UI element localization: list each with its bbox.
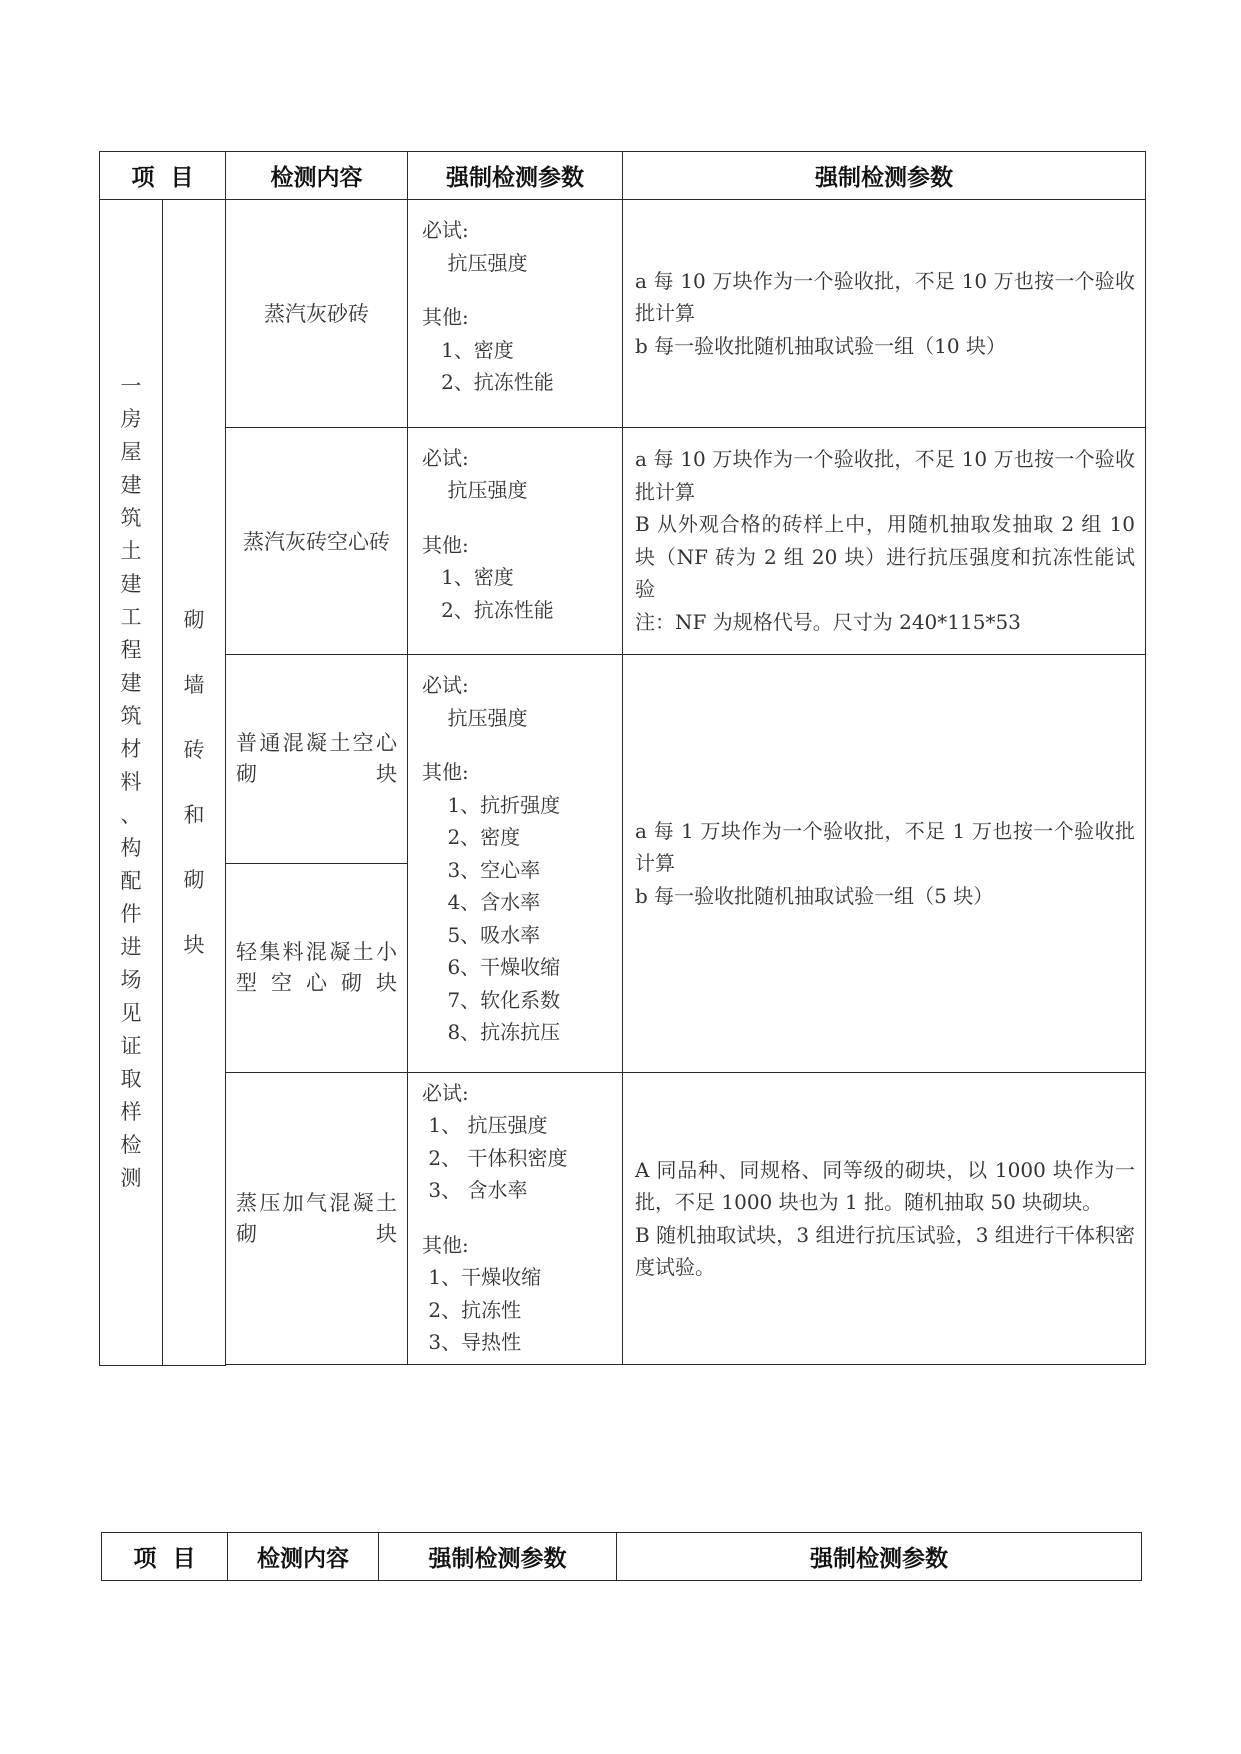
materials-testing-table xyxy=(99,151,1146,1366)
header-content: 检测内容 xyxy=(228,1533,379,1581)
table-header-row xyxy=(100,152,1146,200)
vertical-char: 建 xyxy=(120,671,142,696)
param-line: 5、吸水率 xyxy=(422,922,541,947)
vertical-char: 检 xyxy=(120,1133,142,1158)
vertical-char: 配 xyxy=(120,869,142,894)
param-line: 1、密度 xyxy=(422,565,514,590)
content-cell xyxy=(226,1072,408,1365)
param-line: 2、抗冻性能 xyxy=(422,597,554,622)
content-cell: 蒸汽灰砂砖 xyxy=(226,200,408,427)
param-line: 3、 含水率 xyxy=(422,1178,528,1203)
param-line: 2、抗冻性 xyxy=(422,1297,522,1322)
param-line: 7、软化系数 xyxy=(422,987,561,1012)
vertical-char: 砌 xyxy=(183,607,205,632)
requirements-cell xyxy=(623,655,1146,1073)
vertical-char: 墙 xyxy=(183,672,205,697)
vertical-char: 和 xyxy=(183,802,205,827)
requirements-cell xyxy=(623,427,1146,654)
param-line: 1、抗折强度 xyxy=(422,792,561,817)
requirement-line: 注：NF 为规格代号。尺寸为 240*115*53 xyxy=(635,609,1021,634)
param-line xyxy=(422,1207,622,1229)
table-row xyxy=(100,655,1146,864)
requirement-line: a 每 1 万块作为一个验收批，不足 1 万也按一个验收批计算 xyxy=(635,818,1136,876)
vertical-char: 进 xyxy=(120,935,142,960)
content-cell: 蒸汽灰砖空心砖 xyxy=(226,427,408,654)
vertical-char: 建 xyxy=(120,572,142,597)
param-line: 1、 抗压强度 xyxy=(422,1113,548,1138)
vertical-char: 砌 xyxy=(183,867,205,892)
vertical-char: 房 xyxy=(120,407,142,432)
param-line: 必试: xyxy=(422,1080,469,1105)
param-line: 2、 干体积密度 xyxy=(422,1145,568,1170)
param-line: 必试: xyxy=(422,445,469,470)
vertical-char: 屋 xyxy=(120,440,142,465)
requirement-line: B 从外观合格的砖样上中，用随机抽取发抽取 2 组 10 块（NF 砖为 2 组 20 块）进行抗压强度和抗冻性能试验 xyxy=(635,512,1136,602)
content-cell xyxy=(226,655,408,864)
param-line: 其他: xyxy=(422,760,469,784)
param-line: 1、干燥收缩 xyxy=(422,1265,542,1290)
subcategory-text xyxy=(163,588,225,978)
header-params: 强制检测参数 xyxy=(408,152,623,200)
table-row xyxy=(100,1072,1146,1365)
param-line: 抗压强度 xyxy=(422,478,528,503)
vertical-char: 见 xyxy=(120,1001,142,1026)
vertical-char: 、 xyxy=(120,803,142,828)
param-line: 必试: xyxy=(422,218,469,243)
param-line: 6、干燥收缩 xyxy=(422,955,561,979)
category-text xyxy=(100,370,162,1195)
vertical-char: 筑 xyxy=(120,506,142,531)
vertical-char: 证 xyxy=(120,1034,142,1059)
param-line: 抗压强度 xyxy=(422,250,528,275)
vertical-char: 程 xyxy=(120,638,142,663)
requirement-line: A 同品种、同规格、同等级的砌块，以 1000 块作为一批，不足 1000 块也为 1 批。随机抽取 50 块砌块。 xyxy=(635,1157,1136,1215)
param-line: 4、含水率 xyxy=(422,890,541,914)
vertical-char: 材 xyxy=(120,737,142,762)
vertical-char: 一 xyxy=(120,374,142,399)
vertical-char: 料 xyxy=(120,770,142,795)
param-line: 其他: xyxy=(422,1232,469,1257)
vertical-char: 土 xyxy=(120,539,142,564)
table-row xyxy=(100,200,1146,427)
requirement-line: a 每 10 万块作为一个验收批，不足 10 万也按一个验收批计算 xyxy=(635,447,1136,504)
param-line xyxy=(422,507,622,529)
category-cell xyxy=(100,200,163,1366)
vertical-char: 样 xyxy=(120,1100,142,1125)
table-row xyxy=(100,427,1146,654)
param-line: 2、抗冻性能 xyxy=(422,370,554,395)
vertical-char: 筑 xyxy=(120,704,142,729)
param-line: 必试: xyxy=(422,673,469,697)
vertical-char: 块 xyxy=(183,932,205,957)
header-params: 强制检测参数 xyxy=(379,1533,617,1581)
param-line: 8、抗冻抗压 xyxy=(422,1020,561,1044)
param-line: 其他: xyxy=(422,305,469,330)
header-item: 项 目 xyxy=(100,152,226,200)
vertical-char: 建 xyxy=(120,473,142,498)
content-text: 普通混凝土空心砌块 xyxy=(236,731,398,787)
second-table-header xyxy=(101,1532,1142,1581)
param-line: 抗压强度 xyxy=(422,705,528,730)
requirement-line: b 每一验收批随机抽取试验一组（5 块） xyxy=(635,883,994,908)
content-text: 蒸压加气混凝土砌块 xyxy=(236,1190,398,1246)
content-text: 轻集料混凝土小型空心砌块 xyxy=(236,940,398,996)
param-line: 3、空心率 xyxy=(422,857,541,882)
header-requirements: 强制检测参数 xyxy=(617,1533,1142,1581)
requirement-line: B 随机抽取试块，3 组进行抗压试验，3 组进行干体积密度试验。 xyxy=(635,1222,1136,1280)
vertical-char: 测 xyxy=(120,1166,142,1191)
requirements-cell xyxy=(623,1072,1146,1365)
param-line: 其他: xyxy=(422,532,469,557)
header-content: 检测内容 xyxy=(226,152,408,200)
requirement-line: b 每一验收批随机抽取试验一组（10 块） xyxy=(635,333,1006,358)
param-line xyxy=(422,279,622,301)
params-cell xyxy=(408,427,623,654)
table-header-row xyxy=(102,1533,1142,1581)
header-item: 项 目 xyxy=(102,1533,228,1581)
requirements-cell xyxy=(623,200,1146,427)
params-cell xyxy=(408,200,623,427)
vertical-char: 构 xyxy=(120,836,142,861)
vertical-char: 件 xyxy=(120,902,142,927)
params-cell xyxy=(408,655,623,1073)
subcategory-cell xyxy=(163,200,226,1366)
param-line: 3、导热性 xyxy=(422,1330,522,1355)
param-line: 2、密度 xyxy=(422,825,521,849)
param-line xyxy=(422,734,622,756)
vertical-char: 取 xyxy=(120,1067,142,1092)
vertical-char: 砖 xyxy=(183,737,205,762)
param-line: 1、密度 xyxy=(422,337,514,362)
header-requirements: 强制检测参数 xyxy=(623,152,1146,200)
vertical-char: 场 xyxy=(120,968,142,993)
params-cell xyxy=(408,1072,623,1365)
vertical-char: 工 xyxy=(120,605,142,630)
content-cell xyxy=(226,864,408,1072)
requirement-line: a 每 10 万块作为一个验收批，不足 10 万也按一个验收批计算 xyxy=(635,268,1136,326)
